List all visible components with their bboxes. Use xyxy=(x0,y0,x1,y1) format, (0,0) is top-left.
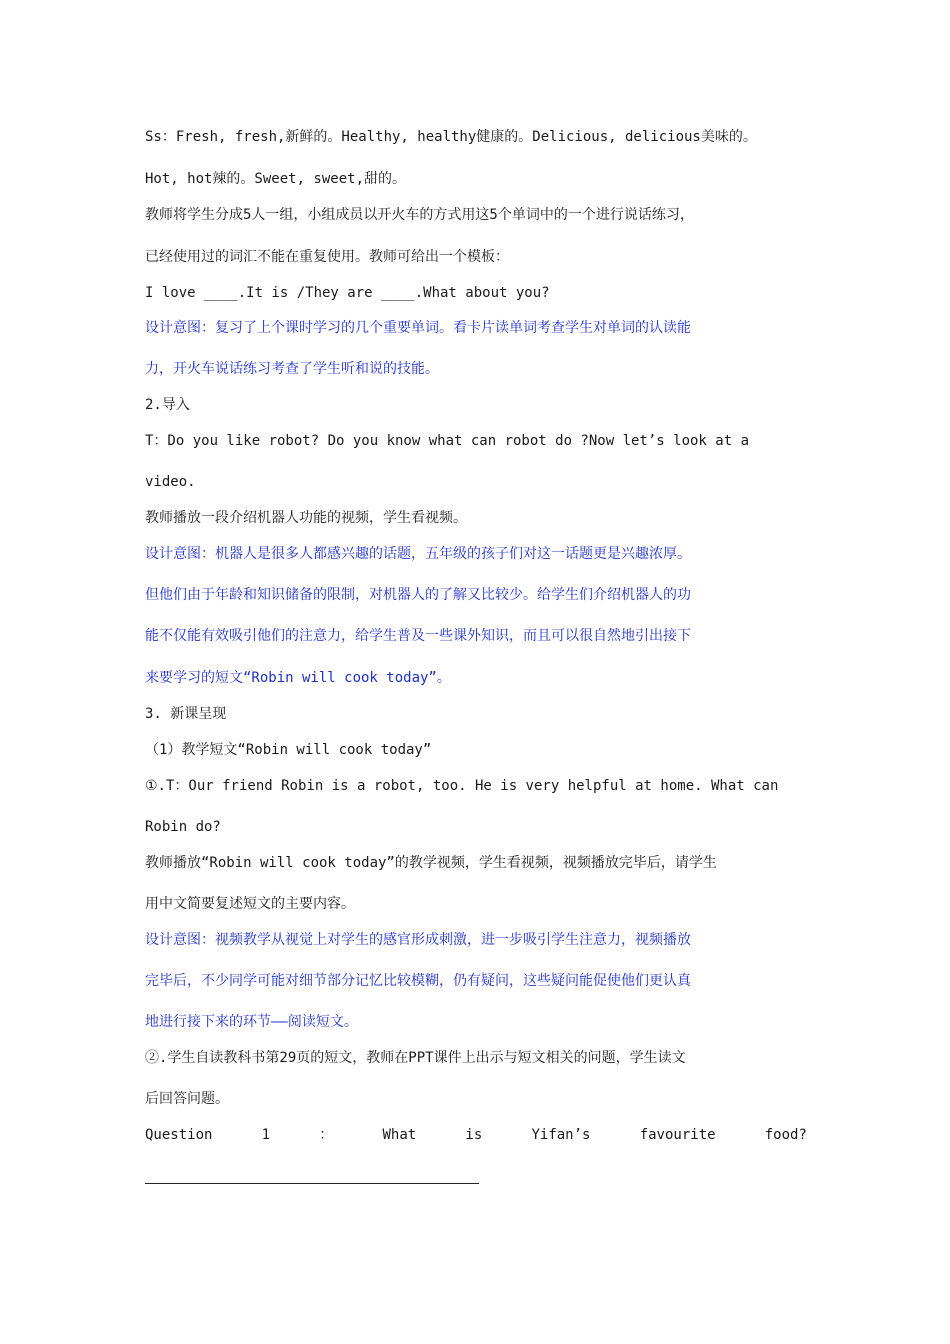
design-intent-1-line-2: 力，开火车说话练习考查了学生听和说的技能。 xyxy=(145,361,439,377)
video-retell-line-1: 教师播放“Robin will cook today”的教学视频，学生看视频，视频播放完毕后，请学生 xyxy=(145,855,717,871)
question-word: favourite xyxy=(639,1127,716,1143)
group-practice-line-1: 教师将学生分成5人一组，小组成员以开火车的方式用这5个单词中的一个进行说话练习， xyxy=(145,207,694,223)
question-word: Question xyxy=(145,1127,213,1143)
vocab-review-line-2: Hot, hot辣的。Sweet, sweet,甜的。 xyxy=(145,171,407,187)
template-sentence: I love ____.It is /They are ____.What about you? xyxy=(145,285,550,301)
design-intent-2-line-3: 能不仅能有效吸引他们的注意力，给学生普及一些课外知识，而且可以很自然地引出接下 xyxy=(145,628,691,644)
question-word: What xyxy=(382,1127,417,1143)
answer-blank-line xyxy=(145,1183,479,1184)
question-word: is xyxy=(465,1127,483,1143)
group-practice-line-2: 已经使用过的词汇不能在重复使用。教师可给出一个模板： xyxy=(145,249,509,265)
section-heading-intro: 2.导入 xyxy=(145,397,190,413)
step-2-line-1: ②.学生自读教科书第29页的短文，教师在PPT课件上出示与短文相关的问题，学生读文 xyxy=(145,1050,686,1066)
step-1-line-1: ①.T：Our friend Robin is a robot, too. He is very helpful at home. What can xyxy=(145,778,779,794)
video-retell-line-2: 用中文简要复述短文的主要内容。 xyxy=(145,896,355,912)
vocab-review-line-1: Ss：Fresh, fresh,新鲜的。Healthy, healthy健康的。Delicious, delicious美味的。 xyxy=(145,129,757,145)
design-intent-2-line-1: 设计意图：机器人是很多人都感兴趣的话题，五年级的孩子们对这一话题更是兴趣浓厚。 xyxy=(145,546,691,562)
step-2-line-2: 后回答问题。 xyxy=(145,1091,229,1107)
subsection-heading: （1）教学短文“Robin will cook today” xyxy=(145,742,432,758)
question-1-line xyxy=(145,1125,807,1145)
design-intent-3-line-1: 设计意图：视频教学从视觉上对学生的感官形成刺激，进一步吸引学生注意力，视频播放 xyxy=(145,932,691,948)
question-colon: ： xyxy=(319,1127,334,1143)
design-intent-3-line-3: 地进行接下来的环节——阅读短文。 xyxy=(145,1014,358,1030)
design-intent-2-line-2: 但他们由于年龄和知识储备的限制，对机器人的了解又比较少。给学生们介绍机器人的功 xyxy=(145,587,691,603)
step-1-line-2: Robin do? xyxy=(145,819,221,835)
design-intent-1-line-1: 设计意图：复习了上个课时学习的几个重要单词。看卡片读单词考查学生对单词的认读能 xyxy=(145,320,691,336)
design-intent-3-line-2: 完毕后，不少同学可能对细节部分记忆比较模糊，仍有疑问，这些疑问能促使他们更认真 xyxy=(145,973,691,989)
question-number: 1 xyxy=(261,1127,271,1143)
section-heading-new-lesson: 3. 新课呈现 xyxy=(145,706,227,722)
teacher-question-line-2: video. xyxy=(145,474,196,490)
video-activity-line: 教师播放一段介绍机器人功能的视频，学生看视频。 xyxy=(145,510,467,526)
question-word: Yifan’s xyxy=(531,1127,591,1143)
question-word: food? xyxy=(764,1127,807,1143)
design-intent-2-line-4: 来要学习的短文“Robin will cook today”。 xyxy=(145,670,451,686)
teacher-question-line-1: T：Do you like robot? Do you know what can robot do ?Now let’s look at a xyxy=(145,433,750,449)
